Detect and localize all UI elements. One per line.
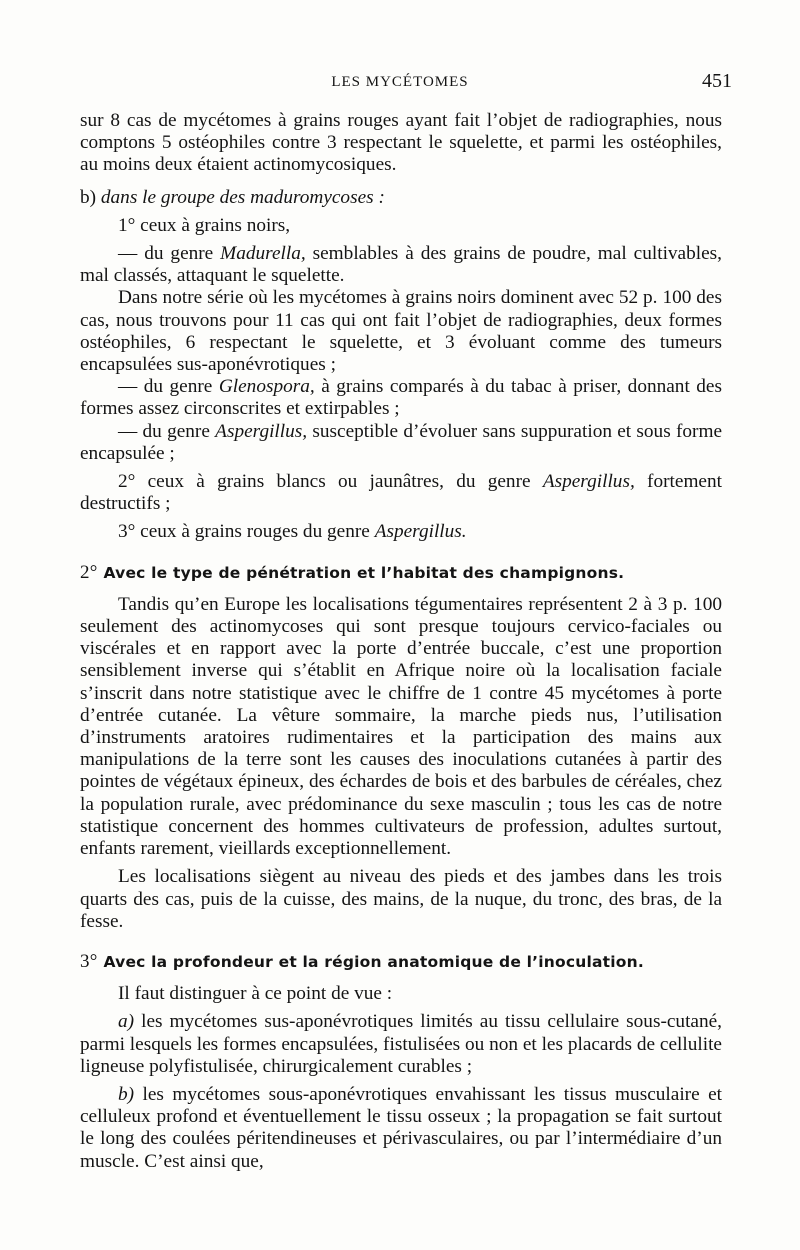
list-marker-b2: b): [118, 1083, 135, 1105]
paragraph-series: Dans notre série où les mycétomes à grains noirs dominent avec 52 p. 100 des cas, nous trouvons pour 11 cas qui ont fait l’objet de radiographies, deux formes ostéophiles, 6 respectant le squelette, et 3 évoluant comme des tumeurs encapsulées sus-aponévrotiques ;: [80, 287, 722, 376]
paragraph-white-grains: 2° ceux à grains blancs ou jaunâtres, du genre Aspergillus, fortement destructifs ;: [80, 471, 722, 515]
running-header-title: LES MYCÉTOMES: [331, 74, 469, 90]
maduromycoses-heading: dans le groupe des maduromycoses :: [100, 186, 385, 208]
paragraph-glenospora: — du genre Glenospora, à grains comparés à du tabac à priser, donnant des formes assez circonscrites et extirpables ;: [80, 376, 722, 420]
section-title-2: Avec le type de pénétration et l’habitat des champignons.: [103, 563, 625, 582]
paragraph-distinguish: Il faut distinguer à ce point de vue :: [118, 983, 393, 1005]
list-marker-a: a): [118, 1011, 135, 1033]
section-heading-3: [80, 951, 722, 973]
genus-aspergillus: Aspergillus,: [215, 420, 308, 442]
paragraph-red-grains: 3° ceux à grains rouges du genre Aspergillus.: [118, 521, 467, 543]
page-body: [80, 110, 722, 1173]
paragraph-localisations: Les localisations siègent au niveau des pieds et des jambes dans les trois quarts des cas, puis de la cuisse, des mains, de la nuque, du tronc, des bras, de la fesse.: [80, 866, 722, 932]
section-number-2: 2°: [80, 561, 98, 583]
genus-glenospora: Glenospora,: [218, 376, 315, 398]
page-number: 451: [702, 70, 732, 92]
section-title-3: Avec la profondeur et la région anatomique de l’inoculation.: [103, 952, 644, 971]
section-heading-2: [80, 562, 722, 584]
paragraph-1: sur 8 cas de mycétomes à grains rouges ayant fait l’objet de radiographies, nous comptons 5 ostéophiles contre 3 respectant le squelette, et parmi les ostéophiles, au moins deux étaient actinomycosiques.: [80, 110, 722, 176]
paragraph-b-sous-aponevrotiques: b) les mycétomes sous-aponévrotiques envahissant les tissus musculaire et celluleux profond et éventuellement le tissu osseux ; la propagation se fait surtout le long des coulées péritendineuses et périvasculaires, ou par l’intermédiaire d’un muscle. C’est ainsi que,: [80, 1083, 722, 1172]
genus-madurella: Madurella,: [220, 243, 306, 265]
paragraph-black-grains: 1° ceux à grains noirs,: [118, 214, 291, 236]
genus-aspergillus-3: Aspergillus.: [374, 521, 467, 543]
paragraph-madurella: — du genre Madurella, semblables à des grains de poudre, mal cultivables, mal classés, attaquant le squelette.: [80, 243, 722, 287]
list-marker-b: b): [80, 186, 97, 208]
paragraph-b-heading: [80, 187, 722, 209]
paragraph-aspergillus: — du genre Aspergillus, susceptible d’évoluer sans suppuration et sous forme encapsulée ;: [80, 420, 722, 464]
paragraph-a-sus-aponevrotiques: a) les mycétomes sus-aponévrotiques limités au tissu cellulaire sous-cutané, parmi lesquels les formes encapsulées, fistulisées ou non et les placards de cellulite ligneuse polyfistulisée, chirurgicalement curables ;: [80, 1011, 722, 1077]
genus-aspergillus-2: Aspergillus,: [542, 471, 635, 493]
section-number-3: 3°: [80, 950, 98, 972]
paragraph-penetration: Tandis qu’en Europe les localisations tégumentaires représentent 2 à 3 p. 100 seulement des actinomycoses qui sont presque toujours cervico-faciales ou viscérales et en rapport avec la porte d’entrée buccale, c’est une proportion sensiblement inverse qui s’établit en Afrique noire où la localisation faciale s’inscrit dans notre statistique avec le chiffre de 1 contre 45 mycétomes à porte d’entrée cutanée. La vêture sommaire, la marche pieds nus, l’utilisation d’instruments aratoires rudimentaires et la participation des mains aux manipulations de la terre sont les causes des inoculations cutanées à partir des pointes de végétaux épineux, des échardes de bois et des barbules de céréales, chez la population rurale, avec prédominance du sexe masculin ; tous les cas de notre statistique concernent des hommes cultivateurs de profession, adultes surtout, enfants rarement, vieillards exceptionnellement.: [80, 593, 722, 860]
